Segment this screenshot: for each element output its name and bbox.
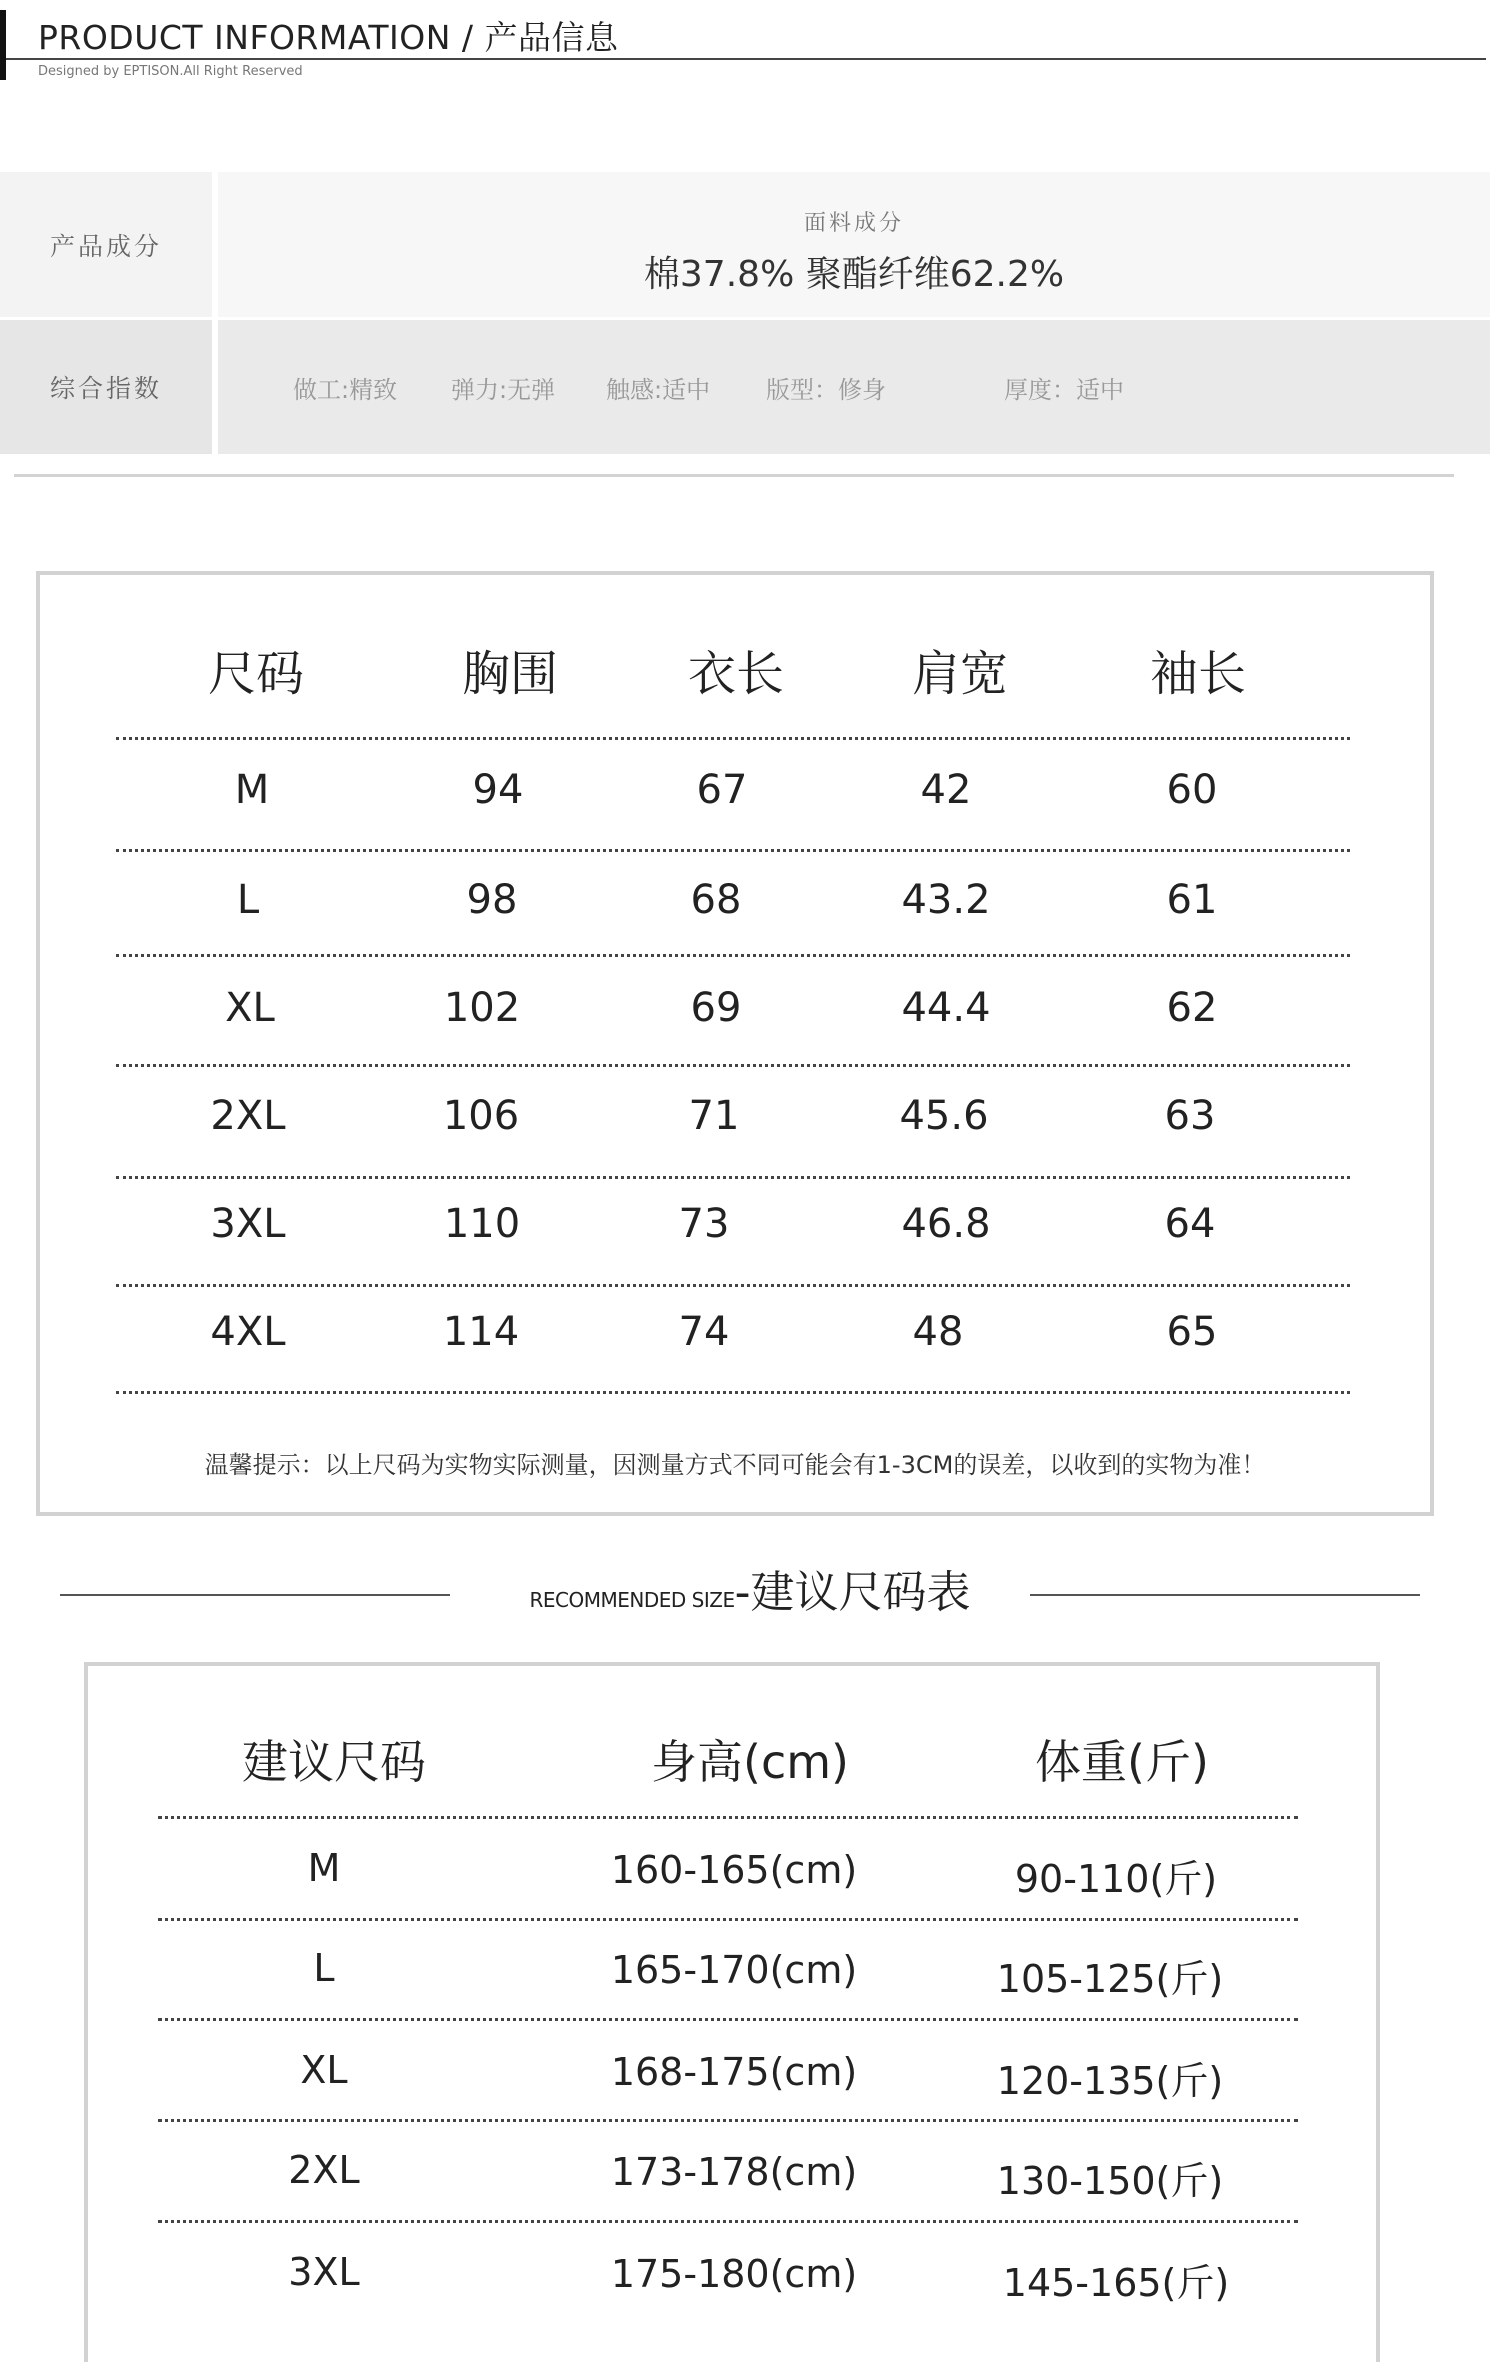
cell-weight: 130-150(斤) (996, 2159, 1224, 2203)
cell-height: 175-180(cm) (610, 2252, 858, 2296)
recommended-heading-zh: -建议尺码表 (734, 1567, 971, 1618)
cell-sleeve: 65 (1166, 1309, 1218, 1355)
row-divider (116, 1064, 1350, 1067)
header-weight: 体重(斤) (1035, 1735, 1209, 1789)
header-height: 身高(cm) (651, 1735, 849, 1789)
cell-chest: 98 (466, 877, 518, 923)
row-divider (116, 954, 1350, 957)
cell-shoulder: 48 (912, 1309, 964, 1355)
cell-sleeve: 60 (1166, 767, 1218, 813)
composition-content (218, 172, 1490, 317)
header-size: 尺码 (207, 646, 305, 702)
section-divider (14, 474, 1454, 477)
header-rule (6, 58, 1486, 60)
cell-chest: 94 (472, 767, 524, 813)
cell-sleeve: 62 (1166, 985, 1218, 1031)
cell-weight: 120-135(斤) (996, 2059, 1224, 2103)
cell-chest: 114 (442, 1309, 520, 1355)
header-chest: 胸围 (461, 646, 559, 702)
feature-elasticity: 弹力:无弹 (451, 375, 556, 404)
page-title: PRODUCT INFORMATION / 产品信息 (38, 18, 619, 57)
composition-label: 产品成分 (49, 231, 162, 261)
row-divider (116, 1176, 1350, 1179)
feature-fit: 版型：修身 (766, 375, 886, 404)
cell-sleeve: 64 (1164, 1201, 1216, 1247)
cell-size: 4XL (210, 1309, 286, 1355)
cell-shoulder: 42 (920, 767, 972, 813)
row-divider (116, 1391, 1350, 1394)
cell-recommended-size: XL (300, 2048, 348, 2092)
cell-weight: 145-165(斤) (1002, 2261, 1230, 2305)
feature-list (218, 320, 1490, 454)
index-label: 综合指数 (49, 374, 162, 403)
cell-length: 67 (696, 767, 748, 813)
cell-size: M (234, 767, 270, 813)
cell-size: 3XL (210, 1201, 286, 1247)
row-divider (116, 849, 1350, 852)
size-table (36, 571, 1434, 1516)
cell-size: L (236, 877, 260, 923)
cell-length: 68 (690, 877, 742, 923)
cell-shoulder: 46.8 (901, 1201, 991, 1247)
cell-recommended-size: M (307, 1846, 341, 1890)
recommended-size-table (84, 1662, 1380, 2362)
header-accent-bar (0, 10, 6, 80)
cell-recommended-size: L (313, 1946, 335, 1990)
cell-height: 168-175(cm) (610, 2050, 858, 2094)
feature-workmanship: 做工:精致 (293, 375, 398, 404)
fabric-label: 面料成分 (803, 211, 904, 236)
cell-shoulder: 45.6 (899, 1093, 989, 1139)
cell-sleeve: 63 (1164, 1093, 1216, 1139)
header-length: 衣长 (687, 646, 785, 702)
cell-height: 173-178(cm) (610, 2150, 858, 2194)
header-recommended-size: 建议尺码 (242, 1735, 426, 1789)
cell-height: 160-165(cm) (610, 1848, 858, 1892)
cell-recommended-size: 2XL (288, 2148, 360, 2192)
index-content (218, 320, 1490, 454)
feature-thickness: 厚度：适中 (1004, 375, 1124, 404)
cell-length: 74 (678, 1309, 730, 1355)
feature-feel: 触感:适中 (606, 375, 711, 404)
cell-height: 165-170(cm) (610, 1948, 858, 1992)
product-info-panel (0, 172, 1490, 454)
cell-size: 2XL (210, 1093, 286, 1139)
row-divider (158, 1918, 1298, 1921)
index-row (0, 320, 1490, 454)
fabric-value: 棉37.8% 聚酯纤维62.2% (643, 254, 1065, 295)
row-divider (116, 1284, 1350, 1287)
row-divider (116, 737, 1350, 740)
row-divider (158, 2220, 1298, 2223)
row-divider (158, 2119, 1298, 2122)
page-header (0, 0, 1500, 100)
cell-chest: 106 (442, 1093, 520, 1139)
composition-row (0, 172, 1490, 317)
header-shoulder: 肩宽 (911, 646, 1009, 702)
page-subtitle: Designed by EPTISON.All Right Reserved (38, 64, 303, 79)
cell-shoulder: 44.4 (901, 985, 991, 1031)
cell-shoulder: 43.2 (901, 877, 991, 923)
recommended-heading-en: RECOMMENDED SIZE (529, 1588, 735, 1612)
row-divider (158, 1816, 1298, 1819)
cell-length: 73 (678, 1201, 730, 1247)
header-sleeve: 袖长 (1149, 646, 1247, 702)
cell-chest: 110 (443, 1201, 521, 1247)
cell-length: 71 (688, 1093, 740, 1139)
cell-sleeve: 61 (1166, 877, 1218, 923)
row-divider (158, 2018, 1298, 2021)
measurement-note: 温馨提示：以上尺码为实物实际测量，因测量方式不同可能会有1-3CM的误差，以收到的实物为准！ (204, 1451, 1266, 1479)
cell-recommended-size: 3XL (288, 2250, 360, 2294)
cell-weight: 105-125(斤) (996, 1957, 1224, 2001)
cell-weight: 90-110(斤) (1014, 1857, 1218, 1901)
recommended-heading (0, 1550, 1500, 1630)
cell-chest: 102 (443, 985, 521, 1031)
cell-length: 69 (690, 985, 742, 1031)
cell-size: XL (225, 985, 275, 1031)
